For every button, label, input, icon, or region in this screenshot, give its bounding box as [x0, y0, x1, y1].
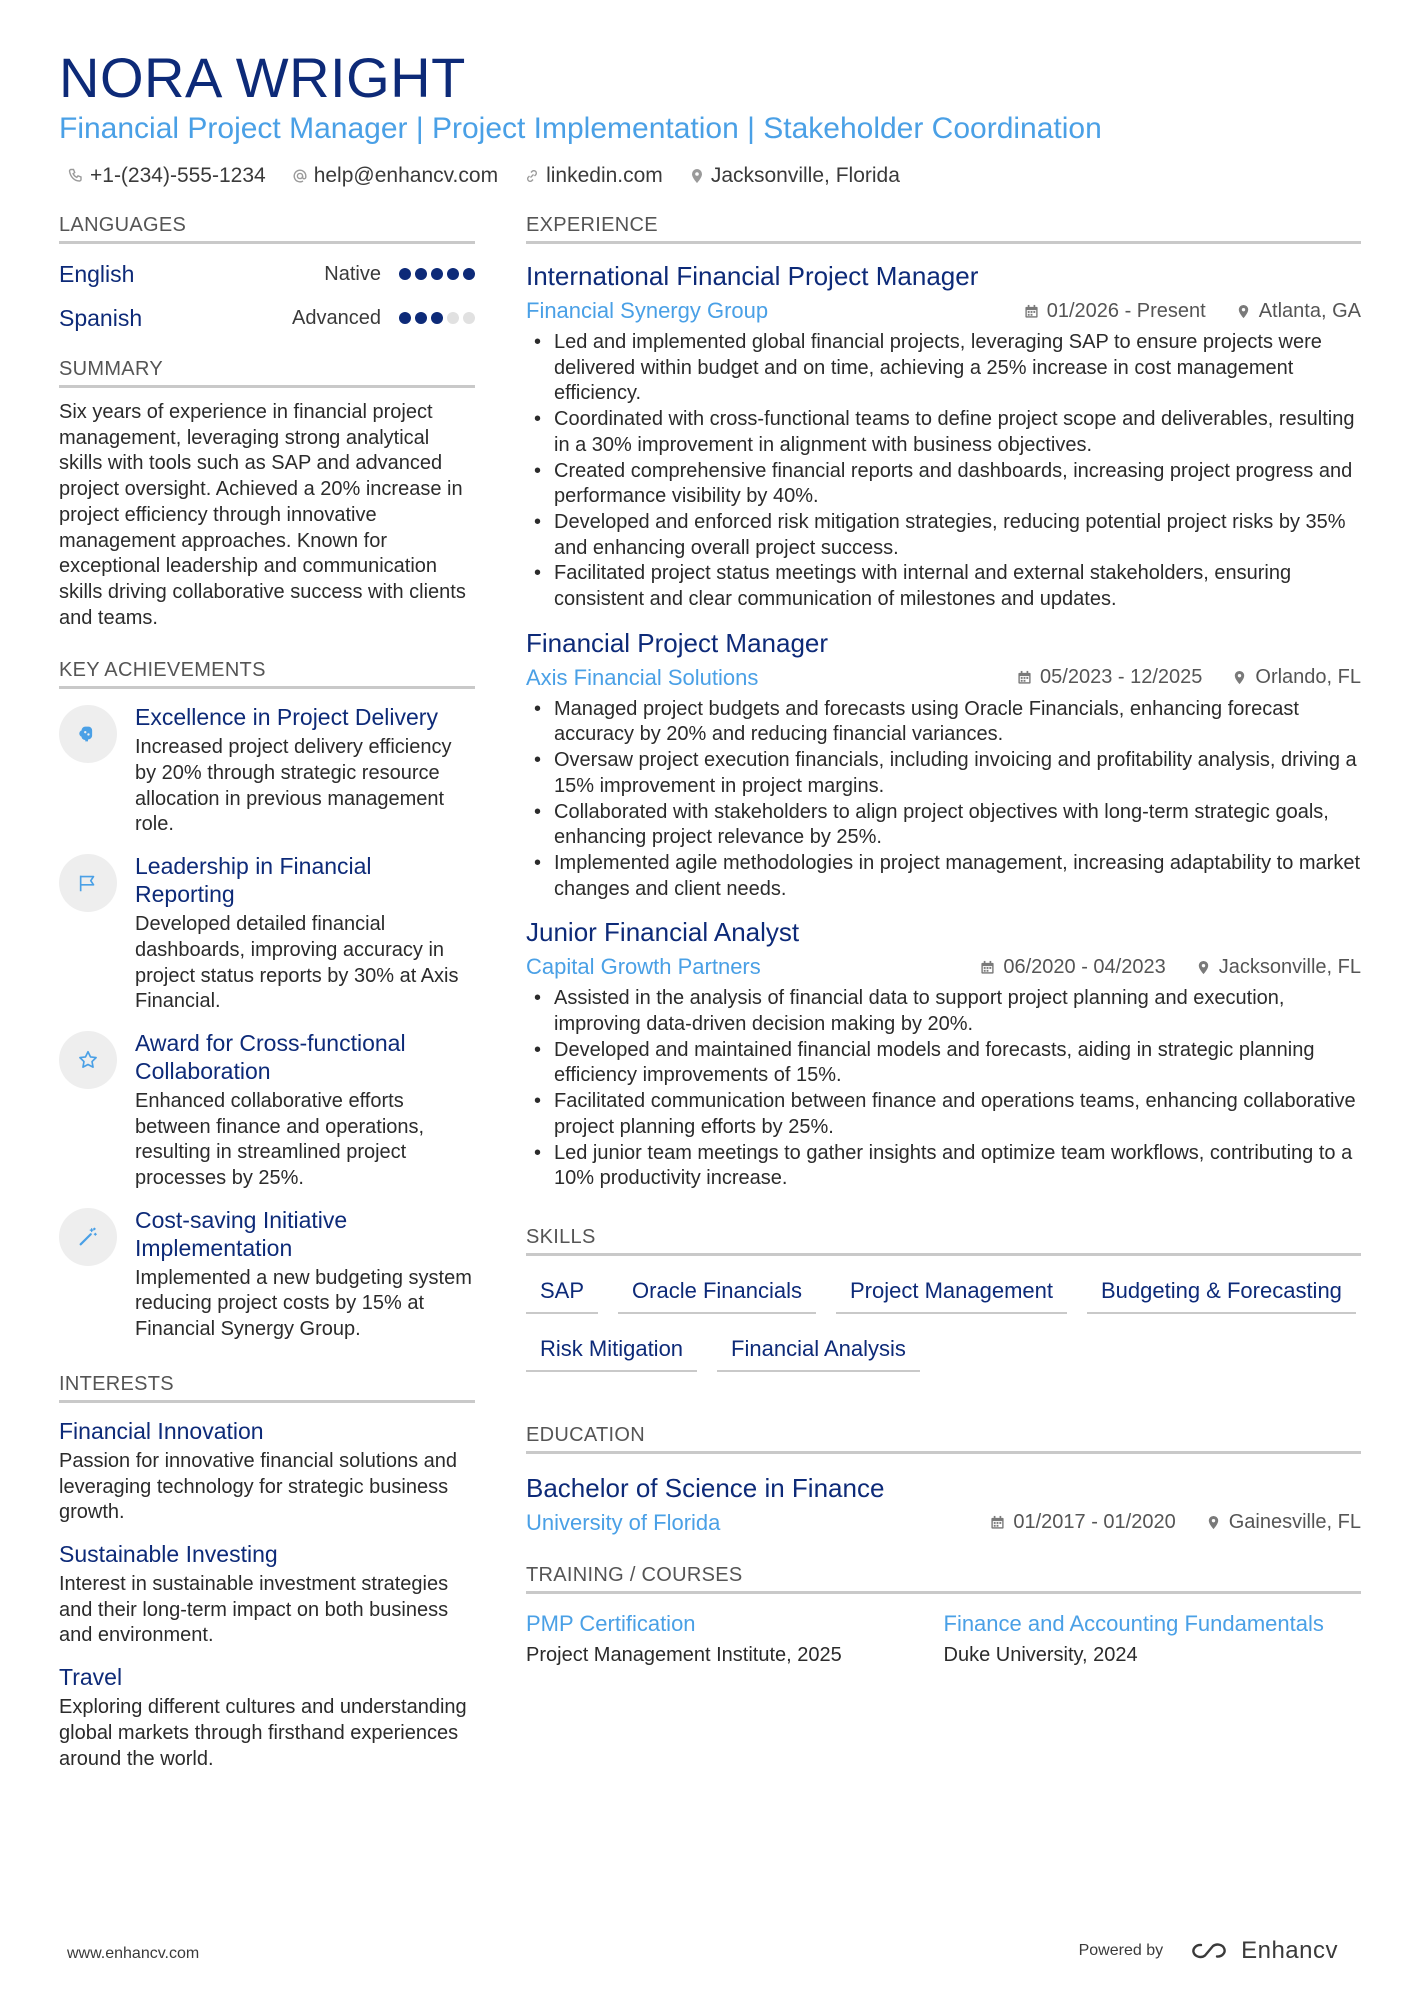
job-dates — [1017, 666, 1202, 689]
phone-text: +1-(234)-555-1234 — [90, 164, 266, 187]
education-heading: EDUCATION — [526, 1424, 1361, 1454]
interest-item — [59, 1663, 475, 1772]
location-icon — [1196, 960, 1211, 975]
contact-phone — [68, 164, 266, 188]
job-title: International Financial Project Manager — [526, 261, 979, 291]
enhancv-logo-icon — [1187, 1939, 1233, 1963]
contact-location — [689, 164, 900, 188]
language-name: Spanish — [59, 304, 143, 331]
job-meta — [526, 663, 1361, 693]
job-location-text: Atlanta, GA — [1258, 299, 1361, 322]
location-icon — [689, 168, 705, 184]
achievement-desc: Increased project delivery efficiency by 20% through strategic resource allocation in previous management role. — [135, 736, 452, 836]
achievement-item — [59, 1029, 475, 1192]
achievements-heading: KEY ACHIEVEMENTS — [59, 659, 475, 689]
achievement-item — [59, 1206, 475, 1343]
location-text: Jacksonville, Florida — [710, 164, 900, 187]
job-company: Axis Financial Solutions — [526, 664, 759, 690]
job-company: Capital Growth Partners — [526, 954, 761, 980]
interest-title: Travel — [59, 1664, 123, 1691]
achievement-desc: Enhanced collaborative efforts between finance and operations, resulting in streamlined project processes by 25%. — [135, 1089, 425, 1190]
education-location — [1206, 1511, 1361, 1534]
location-icon — [1236, 304, 1251, 319]
job-bullet: • Led junior team meetings to gather insights and optimize team workflows, contributing to a 10% productivity increase. — [526, 1141, 1361, 1192]
email-text[interactable]: help@enhancv.com — [313, 164, 499, 187]
rating-dot-empty — [447, 312, 459, 324]
training-heading: TRAINING / COURSES — [526, 1564, 1361, 1594]
summary-text: Six years of experience in financial project management, leveraging strong analytical skills with tools such as SAP and advanced project oversight. Achieved a 20% increase in project efficiency through innovative management approaches. Known for exceptional leadership and communication skills driving collaborative success with clients and teams. — [59, 401, 466, 629]
job-title: Junior Financial Analyst — [526, 917, 800, 948]
job-entry — [526, 916, 1361, 1192]
job-bullets — [526, 330, 1361, 613]
achievement-title: Excellence in Project Delivery — [135, 704, 438, 731]
job-location-text: Orlando, FL — [1255, 666, 1361, 689]
job-bullet: • Assisted in the analysis of financial data to support project planning and execution, improving data-driven decision making by 20%. — [526, 986, 1361, 1037]
contact-bar — [68, 164, 900, 188]
job-entry — [526, 627, 1361, 903]
job-bullets — [526, 986, 1361, 1192]
right-column — [526, 214, 1361, 1668]
summary-heading: SUMMARY — [59, 358, 475, 388]
job-location — [1232, 666, 1361, 689]
education-dates — [990, 1511, 1175, 1534]
job-bullet: • Developed and enforced risk mitigation strategies, reducing potential project risks by 35% and enhancing overall project success. — [526, 510, 1361, 561]
achievement-title: Award for Cross-functional Collaboration — [135, 1029, 406, 1084]
job-entry — [526, 260, 1361, 613]
achievement-title: Cost-saving Initiative Implementation — [135, 1206, 348, 1261]
calendar-icon — [1017, 670, 1032, 685]
language-name: English — [59, 260, 135, 287]
job-bullet: • Facilitated communication between finance and operations teams, enhancing collaborative project planning efforts by 25%. — [526, 1089, 1361, 1140]
job-bullets — [526, 697, 1361, 903]
rating-dot-filled — [431, 268, 443, 280]
interest-desc: Passion for innovative financial solutions and leveraging technology for strategic business growth. — [59, 1449, 458, 1524]
language-level: Advanced — [292, 306, 381, 329]
interests-heading: INTERESTS — [59, 1373, 475, 1403]
job-bullet: • Collaborated with stakeholders to align project objectives with long-term strategic goals, enhancing project relevance by 25%. — [526, 800, 1361, 851]
job-dates — [980, 956, 1165, 979]
job-bullet: • Created comprehensive financial reports and dashboards, increasing project progress and performance visibility by 40%. — [526, 459, 1361, 510]
magic-wand-icon — [59, 1208, 117, 1266]
languages-heading: LANGUAGES — [59, 214, 475, 244]
job-bullet: • Implemented agile methodologies in project management, increasing adaptability to market changes and client needs. — [526, 851, 1361, 902]
training-item — [944, 1610, 1362, 1668]
interests-list — [59, 1417, 475, 1772]
footer-branding — [1079, 1937, 1338, 1965]
job-title: Financial Project Manager — [526, 627, 829, 658]
skills-heading: SKILLS — [526, 1226, 1361, 1256]
language-rating — [399, 312, 475, 324]
training-item — [526, 1610, 944, 1668]
job-location — [1236, 300, 1361, 323]
rating-dot-filled — [463, 268, 475, 280]
languages-list — [59, 252, 475, 340]
star-icon — [59, 1031, 117, 1089]
headline: Financial Project Manager | Project Implementation | Stakeholder Coordination — [59, 112, 1102, 145]
skill-tag: Budgeting & Forecasting — [1087, 1272, 1356, 1314]
achievement-desc: Implemented a new budgeting system reducing project costs by 15% at Financial Synergy Group. — [135, 1266, 472, 1341]
education-dates-text: 01/2017 - 01/2020 — [1013, 1511, 1176, 1534]
achievements-list — [59, 703, 475, 1343]
link-icon — [524, 168, 540, 184]
location-icon — [1206, 1515, 1221, 1530]
job-bullet: • Oversaw project execution financials, including invoicing and profitability analysis, driving a 15% improvement in project margins. — [526, 748, 1361, 799]
job-dates-text: 05/2023 - 12/2025 — [1040, 666, 1203, 689]
rating-dot-filled — [399, 312, 411, 324]
job-bullet: • Managed project budgets and forecasts using Oracle Financials, enhancing forecast accuracy by 20% and reducing financial variances. — [526, 697, 1361, 748]
interest-title: Sustainable Investing — [59, 1540, 278, 1567]
job-meta — [526, 952, 1361, 982]
skill-tag: Financial Analysis — [717, 1330, 920, 1372]
location-icon — [1232, 670, 1247, 685]
rating-dot-empty — [463, 312, 475, 324]
skill-tag: Risk Mitigation — [526, 1330, 697, 1372]
achievement-title: Leadership in Financial Reporting — [135, 853, 372, 908]
flag-icon — [59, 854, 117, 912]
at-icon — [292, 168, 308, 184]
rating-dot-filled — [415, 268, 427, 280]
interest-item — [59, 1540, 475, 1649]
contact-linkedin — [524, 164, 663, 188]
rating-dot-filled — [415, 312, 427, 324]
skill-tag: Oracle Financials — [618, 1272, 816, 1314]
interest-desc: Exploring different cultures and understanding global markets through firsthand experiences around the world. — [59, 1696, 467, 1770]
powered-by-text: Powered by — [1078, 1942, 1164, 1959]
rating-dot-filled — [431, 312, 443, 324]
job-dates-text: 06/2020 - 04/2023 — [1003, 955, 1166, 978]
skill-tag: Project Management — [836, 1272, 1067, 1314]
skill-tag: SAP — [526, 1272, 598, 1314]
job-meta — [526, 296, 1361, 326]
job-dates-text: 01/2026 - Present — [1046, 299, 1206, 322]
training-org: Project Management Institute, 2025 — [526, 1643, 842, 1666]
training-list — [526, 1610, 1361, 1668]
language-item — [59, 296, 475, 340]
enhancv-logo[interactable] — [1187, 1937, 1338, 1965]
rating-dot-filled — [447, 268, 459, 280]
training-title: PMP Certification — [526, 1610, 696, 1636]
language-level: Native — [324, 262, 381, 285]
job-bullet: • Coordinated with cross-functional teams to define project scope and deliverables, resulting in a 30% improvement in alignment with business objectives. — [526, 407, 1361, 458]
language-item — [59, 252, 475, 296]
interest-desc: Interest in sustainable investment strategies and their long-term impact on both business and environment. — [59, 1572, 449, 1647]
education-school: University of Florida — [526, 1509, 721, 1535]
training-title: Finance and Accounting Fundamentals — [943, 1610, 1324, 1636]
job-bullet: • Led and implemented global financial projects, leveraging SAP to ensure projects were delivered within budget and on time, achieving a 25% increase in cost management efficiency. — [526, 330, 1361, 407]
education-location-text: Gainesville, FL — [1228, 1511, 1361, 1534]
calendar-icon — [980, 960, 995, 975]
brain-icon — [59, 705, 117, 763]
skills-list — [526, 1272, 1361, 1372]
job-company: Financial Synergy Group — [526, 298, 769, 323]
left-column — [59, 214, 475, 1772]
candidate-name: NORA WRIGHT — [59, 46, 466, 109]
brand-name: Enhancv — [1241, 1937, 1338, 1964]
experience-heading: EXPERIENCE — [526, 214, 1361, 244]
job-bullet: • Facilitated project status meetings with internal and external stakeholders, ensuring consistent and clear communication of milestones and updates. — [526, 561, 1361, 612]
job-dates — [1024, 300, 1206, 323]
interest-title: Financial Innovation — [59, 1417, 264, 1444]
phone-icon — [68, 168, 84, 184]
education-meta — [526, 1508, 1361, 1538]
rating-dot-filled — [399, 268, 411, 280]
education-degree: Bachelor of Science in Finance — [526, 1472, 885, 1503]
calendar-icon — [990, 1515, 1005, 1530]
linkedin-text[interactable]: linkedin.com — [546, 164, 663, 187]
job-location-text: Jacksonville, FL — [1218, 955, 1361, 978]
achievement-item — [59, 703, 475, 838]
contact-email — [292, 164, 498, 188]
calendar-icon — [1024, 304, 1039, 319]
footer-website[interactable]: www.enhancv.com — [67, 1945, 200, 1962]
education-entry — [526, 1472, 1361, 1538]
achievement-item — [59, 852, 475, 1015]
achievement-desc: Developed detailed financial dashboards, improving accuracy in project status reports by 30% at Axis Financial. — [135, 913, 459, 1013]
interest-item — [59, 1417, 475, 1526]
job-location — [1196, 956, 1361, 979]
language-rating — [399, 268, 475, 280]
training-org: Duke University, 2024 — [943, 1643, 1138, 1666]
job-bullet: • Developed and maintained financial models and forecasts, aiding in strategic planning efficiency improvements of 15%. — [526, 1038, 1361, 1089]
